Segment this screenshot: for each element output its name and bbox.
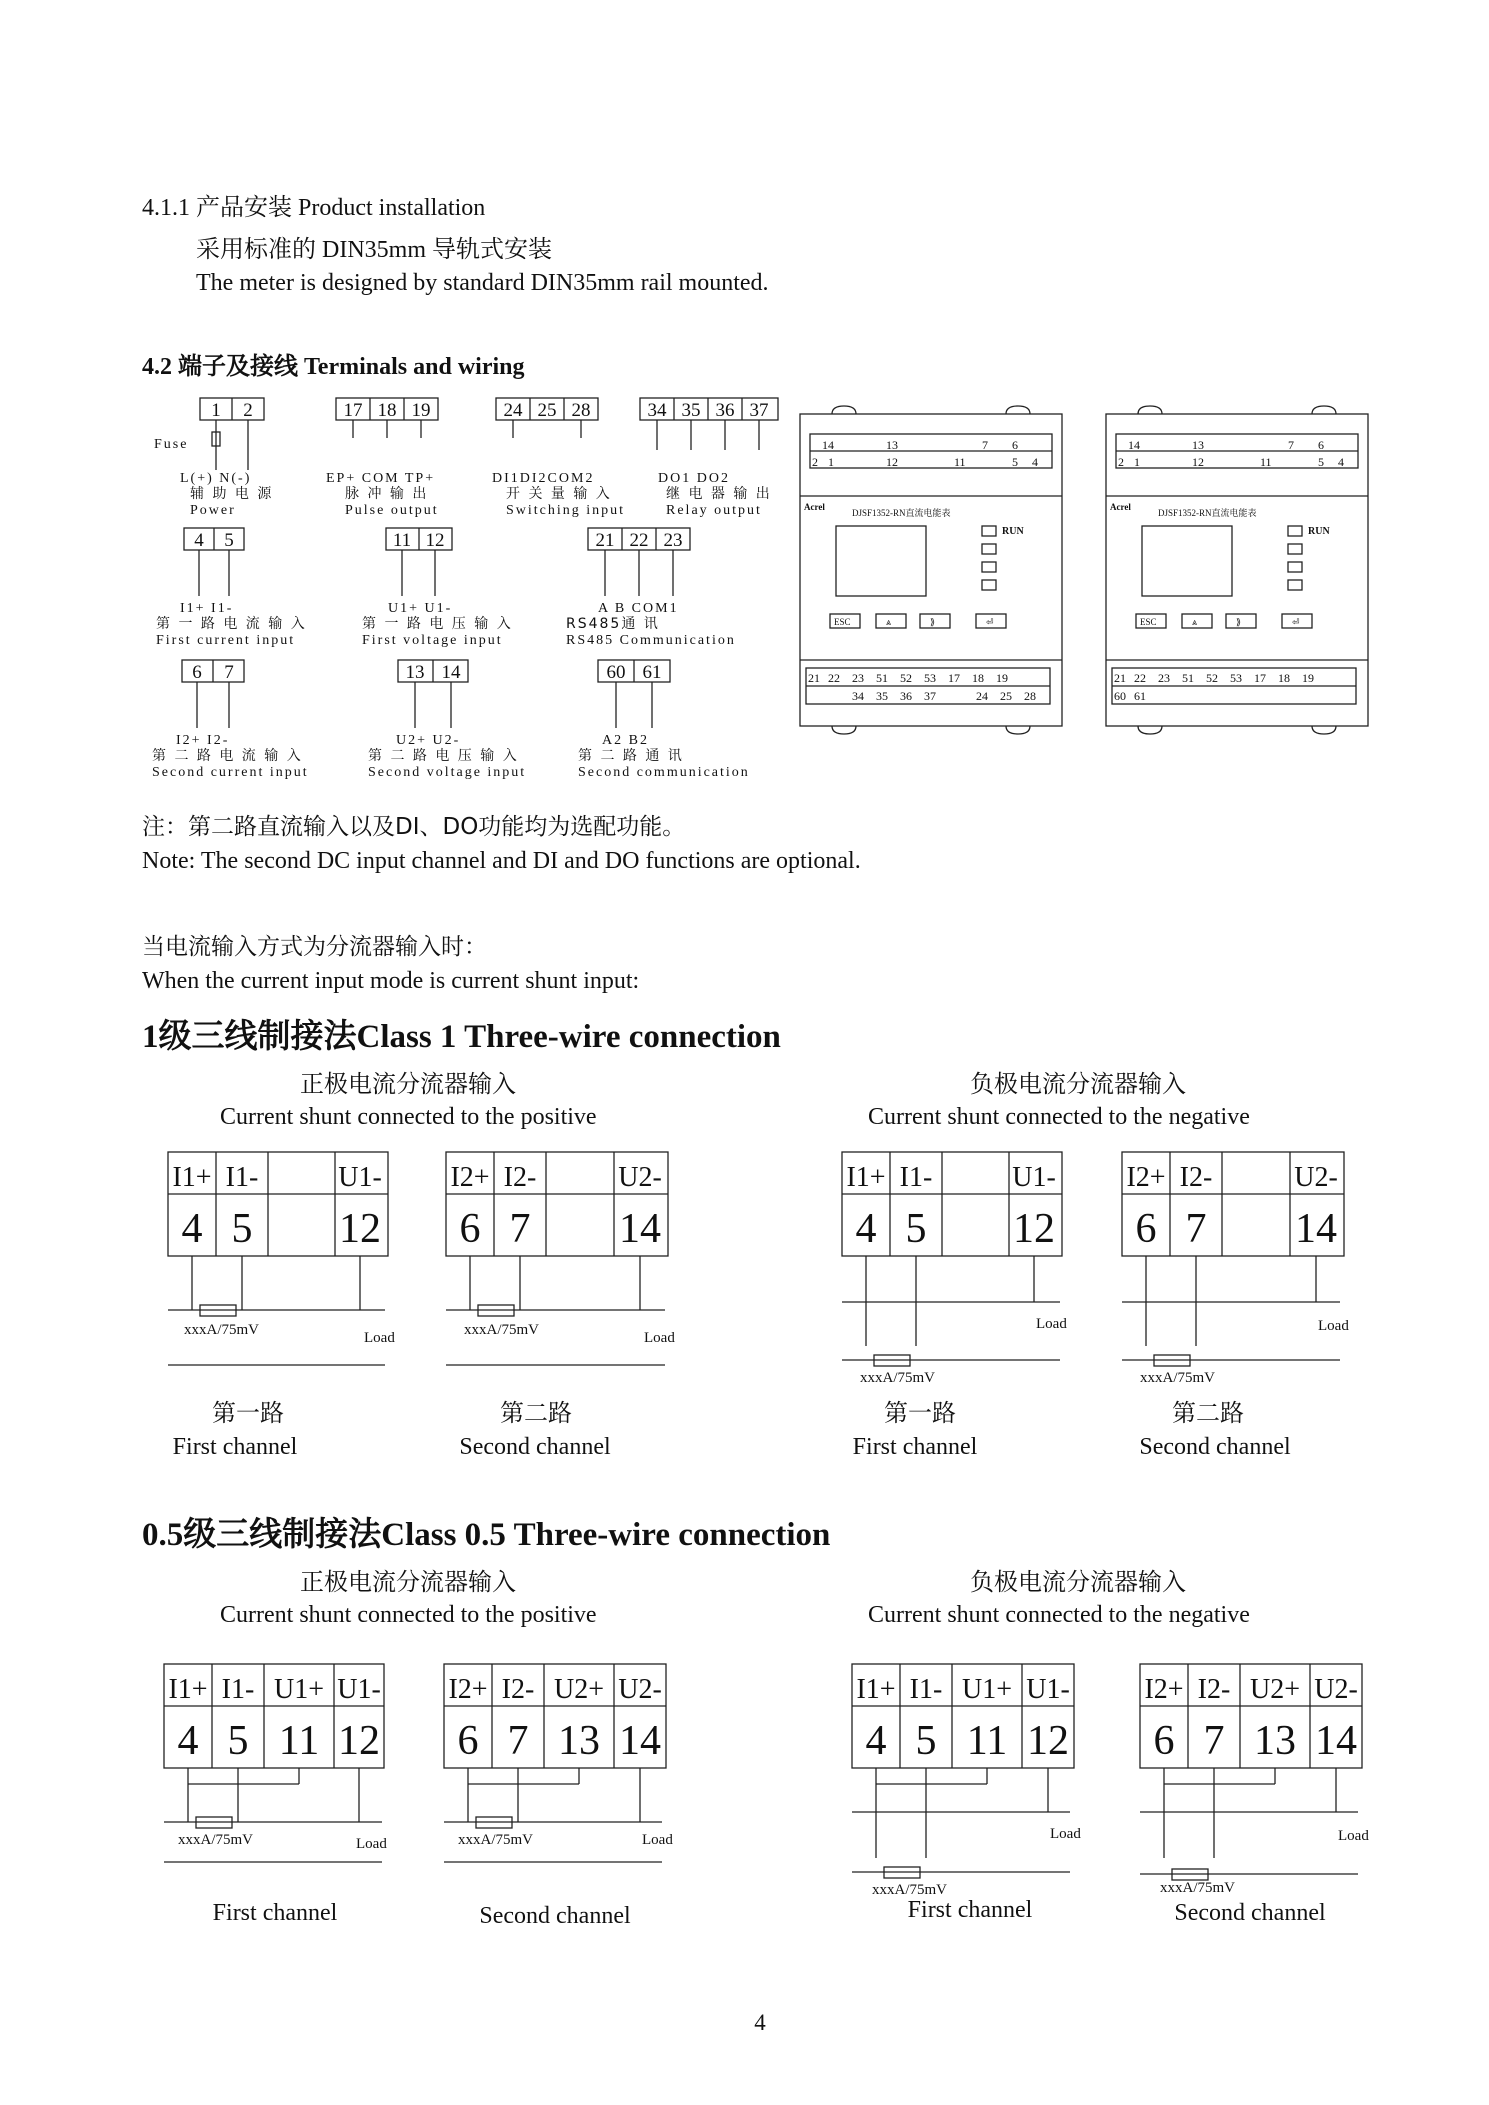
svg-text:U2+: U2+ [1249,1674,1301,1705]
svg-text:U2+ U2-: U2+ U2- [396,733,461,748]
svg-text:21: 21 [595,530,615,551]
svg-text:⟫: ⟫ [930,617,936,627]
svg-text:Load: Load [1050,1826,1081,1842]
class1-title: 1级三线制接法Class 1 Three-wire connection [142,1019,781,1055]
svg-text:4: 4 [1338,455,1344,469]
svg-text:Second current input: Second current input [152,765,309,780]
svg-text:4: 4 [855,1206,877,1252]
svg-text:xxxA/75mV: xxxA/75mV [860,1370,935,1386]
svg-text:13: 13 [886,438,898,452]
section-411-title: 4.1.1 产品安装 Product installation [142,195,486,221]
svg-text:I2-: I2- [1197,1674,1231,1705]
svg-text:U2-: U2- [618,1162,662,1193]
svg-text:13: 13 [405,662,425,683]
class1-ch2-cn-neg: 第二路 [1172,1399,1244,1427]
svg-text:I1+: I1+ [168,1674,208,1705]
svg-text:第 一 路 电 流 输 入: 第 一 路 电 流 输 入 [156,616,307,632]
svg-text:6: 6 [1153,1718,1175,1764]
svg-text:5: 5 [905,1206,927,1252]
svg-text:19: 19 [411,400,431,421]
class05-neg-en: Current shunt connected to the negative [868,1602,1250,1628]
svg-text:U2-: U2- [1314,1674,1358,1705]
svg-text:RS485通 讯: RS485通 讯 [566,616,660,632]
svg-text:22: 22 [828,671,840,685]
svg-text:11: 11 [1260,455,1272,469]
terminal-wiring-diagram [140,390,800,810]
class1-wiring-diagram [160,1150,1360,1390]
fuse-label: Fuse [154,437,189,452]
class1-ch1-cn-pos: 第一路 [212,1399,284,1427]
svg-text:22: 22 [629,530,649,551]
svg-text:12: 12 [1013,1206,1055,1252]
svg-text:22: 22 [1134,671,1146,685]
class1-ch2-en-pos: Second channel [459,1434,611,1460]
svg-text:⩓: ⩓ [1192,617,1198,627]
svg-text:I2-: I2- [503,1162,537,1193]
class1-ch2-cn-pos: 第二路 [500,1399,572,1427]
svg-text:I1+: I1+ [172,1162,212,1193]
svg-text:12: 12 [1192,455,1204,469]
svg-text:18: 18 [1278,671,1290,685]
svg-text:61: 61 [642,662,662,683]
svg-text:Load: Load [1318,1318,1349,1334]
svg-text:I2+: I2+ [448,1674,488,1705]
svg-text:xxxA/75mV: xxxA/75mV [464,1322,539,1338]
svg-text:52: 52 [1206,671,1218,685]
shunt-en: When the current input mode is current shunt input: [142,968,640,994]
svg-text:RUN: RUN [1002,526,1024,537]
svg-text:14: 14 [619,1718,661,1764]
svg-text:Second voltage input: Second voltage input [368,765,527,780]
svg-text:7: 7 [509,1206,531,1252]
svg-text:7: 7 [1185,1206,1207,1252]
svg-text:xxxA/75mV: xxxA/75mV [184,1322,259,1338]
svg-text:U1-: U1- [1012,1162,1056,1193]
svg-text:5: 5 [1318,455,1324,469]
class1-ch1-cn-neg: 第一路 [884,1399,956,1427]
svg-text:12: 12 [338,1718,380,1764]
svg-text:Load: Load [642,1832,673,1848]
svg-text:19: 19 [996,671,1008,685]
svg-text:28: 28 [1024,689,1036,703]
class1-ch2-en-neg: Second channel [1139,1434,1291,1460]
svg-text:Load: Load [356,1836,387,1852]
class05-ch2-en-pos: Second channel [479,1903,631,1929]
svg-text:25: 25 [537,400,557,421]
svg-text:1: 1 [1134,455,1140,469]
svg-text:53: 53 [924,671,936,685]
svg-text:Load: Load [364,1330,395,1346]
svg-text:6: 6 [457,1718,479,1764]
svg-text:37: 37 [749,400,769,421]
shunt-cn: 当电流输入方式为分流器输入时： [142,934,487,960]
svg-text:Pulse output: Pulse output [345,503,439,518]
svg-text:6: 6 [459,1206,481,1252]
class05-ch1-en-pos: First channel [212,1900,338,1926]
svg-text:13: 13 [558,1718,600,1764]
svg-text:RS485 Communication: RS485 Communication [566,633,736,648]
class1-ch1-en-neg: First channel [852,1434,978,1460]
svg-text:xxxA/75mV: xxxA/75mV [872,1882,947,1898]
page-number: 4 [754,2010,766,2035]
svg-text:I1+: I1+ [856,1674,896,1705]
class1-pos-cn: 正极电流分流器输入 [300,1070,516,1098]
svg-text:Power: Power [190,503,236,518]
svg-text:34: 34 [647,400,667,421]
svg-text:12: 12 [1027,1718,1069,1764]
svg-text:7: 7 [224,662,234,683]
svg-text:23: 23 [1158,671,1170,685]
svg-text:U2-: U2- [618,1674,662,1705]
section-411-cn: 采用标准的 DIN35mm 导轨式安装 [196,237,552,263]
svg-text:5: 5 [227,1718,249,1764]
class1-ch1-en-pos: First channel [172,1434,298,1460]
svg-text:4: 4 [181,1206,203,1252]
svg-text:18: 18 [972,671,984,685]
svg-text:第 一 路 电 压 输 入: 第 一 路 电 压 输 入 [362,616,513,632]
svg-text:60: 60 [606,662,626,683]
svg-text:17: 17 [948,671,960,685]
svg-text:14: 14 [1295,1206,1337,1252]
meter-front-1 [796,400,1066,742]
svg-text:35: 35 [681,400,701,421]
svg-text:⩓: ⩓ [886,617,892,627]
svg-text:14: 14 [619,1206,661,1252]
svg-text:37: 37 [924,689,936,703]
svg-text:Load: Load [644,1330,675,1346]
svg-text:51: 51 [876,671,888,685]
svg-text:23: 23 [663,530,683,551]
svg-text:11: 11 [954,455,966,469]
svg-text:11: 11 [392,530,412,551]
svg-text:First voltage input: First voltage input [362,633,503,648]
svg-text:A B COM1: A B COM1 [598,601,679,616]
svg-text:4: 4 [194,530,204,551]
svg-text:13: 13 [1192,438,1204,452]
svg-text:36: 36 [715,400,735,421]
svg-text:U1+ U1-: U1+ U1- [388,601,453,616]
svg-text:I2+: I2+ [450,1162,490,1193]
svg-text:DO1 DO2: DO1 DO2 [658,471,730,486]
svg-text:U2-: U2- [1294,1162,1338,1193]
svg-text:5: 5 [231,1206,253,1252]
svg-text:7: 7 [982,438,988,452]
class05-neg-cn: 负极电流分流器输入 [970,1568,1186,1596]
svg-text:6: 6 [1318,438,1324,452]
svg-text:23: 23 [852,671,864,685]
svg-text:Load: Load [1338,1828,1369,1844]
svg-text:25: 25 [1000,689,1012,703]
svg-text:Acrel: Acrel [804,502,825,512]
svg-text:开 关 量 输 入: 开 关 量 输 入 [506,486,612,502]
svg-text:I1-: I1- [899,1162,933,1193]
svg-text:I1-: I1- [225,1162,259,1193]
meter-front-2 [1102,400,1372,742]
term-2: 2 [243,400,253,421]
svg-text:6: 6 [1012,438,1018,452]
svg-text:24: 24 [503,400,523,421]
svg-text:14: 14 [1128,438,1140,452]
svg-text:DI1DI2COM2: DI1DI2COM2 [492,471,595,486]
svg-text:U1-: U1- [338,1162,382,1193]
class1-neg-cn: 负极电流分流器输入 [970,1070,1186,1098]
svg-text:I1-: I1- [909,1674,943,1705]
svg-text:21: 21 [1114,671,1126,685]
section-411-en: The meter is designed by standard DIN35mm rail mounted. [196,270,769,296]
svg-text:xxxA/75mV: xxxA/75mV [1160,1880,1235,1896]
svg-text:14: 14 [1315,1718,1357,1764]
svg-text:5: 5 [224,530,234,551]
class05-title: 0.5级三线制接法Class 0.5 Three-wire connection [142,1517,831,1553]
svg-text:I1-: I1- [221,1674,255,1705]
svg-text:xxxA/75mV: xxxA/75mV [1140,1370,1215,1386]
svg-text:Load: Load [1036,1316,1067,1332]
svg-text:12: 12 [886,455,898,469]
svg-text:12: 12 [339,1206,381,1252]
svg-text:First current input: First current input [156,633,296,648]
svg-text:19: 19 [1302,671,1314,685]
svg-text:U1+: U1+ [961,1674,1013,1705]
svg-text:5: 5 [915,1718,937,1764]
svg-text:61: 61 [1134,689,1146,703]
svg-text:DJSF1352-RN直流电能表: DJSF1352-RN直流电能表 [852,508,951,518]
svg-text:2: 2 [1118,455,1124,469]
svg-text:4: 4 [1032,455,1038,469]
section-42-title: 4.2 端子及接线 Terminals and wiring [142,354,525,380]
svg-text:7: 7 [507,1718,529,1764]
svg-text:⏎: ⏎ [986,617,994,627]
svg-text:36: 36 [900,689,912,703]
svg-text:⟫: ⟫ [1236,617,1242,627]
svg-text:I1+: I1+ [846,1162,886,1193]
svg-text:4: 4 [177,1718,199,1764]
svg-text:第 二 路 电 流 输 入: 第 二 路 电 流 输 入 [152,748,303,764]
note-en: Note: The second DC input channel and DI and DO functions are optional. [142,848,861,874]
svg-text:13: 13 [1254,1718,1296,1764]
svg-text:U1+: U1+ [273,1674,325,1705]
svg-text:51: 51 [1182,671,1194,685]
svg-text:I1+ I1-: I1+ I1- [180,601,234,616]
svg-text:EP+ COM TP+: EP+ COM TP+ [326,471,436,486]
svg-text:继 电 器 输 出: 继 电 器 输 出 [666,486,772,502]
svg-text:第 二 路 电 压 输 入: 第 二 路 电 压 输 入 [368,748,519,764]
svg-text:ESC: ESC [1140,617,1157,627]
svg-text:35: 35 [876,689,888,703]
svg-text:I2+: I2+ [1144,1674,1184,1705]
svg-text:5: 5 [1012,455,1018,469]
svg-text:52: 52 [900,671,912,685]
svg-text:Acrel: Acrel [1110,502,1131,512]
svg-text:I2-: I2- [501,1674,535,1705]
svg-text:60: 60 [1114,689,1126,703]
svg-text:脉 冲 输 出: 脉 冲 输 出 [345,486,429,502]
svg-text:18: 18 [377,400,397,421]
svg-text:24: 24 [976,689,988,703]
svg-text:6: 6 [192,662,202,683]
svg-text:Relay output: Relay output [666,503,762,518]
svg-text:L(+) N(-): L(+) N(-) [180,471,252,486]
svg-text:RUN: RUN [1308,526,1330,537]
svg-text:7: 7 [1288,438,1294,452]
class1-neg-en: Current shunt connected to the negative [868,1104,1250,1130]
svg-text:2: 2 [812,455,818,469]
term-1: 1 [211,400,221,421]
note-cn: 注：第二路直流输入以及DI、DO功能均为选配功能。 [142,814,686,840]
svg-text:53: 53 [1230,671,1242,685]
svg-text:14: 14 [441,662,461,683]
svg-text:U1-: U1- [337,1674,381,1705]
class05-ch1-en-neg: First channel [907,1897,1033,1923]
svg-text:I2-: I2- [1179,1162,1213,1193]
class05-pos-cn: 正极电流分流器输入 [300,1568,516,1596]
svg-text:11: 11 [966,1718,1008,1764]
svg-text:辅 助 电 源: 辅 助 电 源 [190,486,274,502]
svg-text:⏎: ⏎ [1292,617,1300,627]
class1-pos-en: Current shunt connected to the positive [220,1104,597,1130]
svg-text:21: 21 [808,671,820,685]
svg-text:DJSF1352-RN直流电能表: DJSF1352-RN直流电能表 [1158,508,1257,518]
svg-text:xxxA/75mV: xxxA/75mV [178,1832,253,1848]
svg-text:Second communication: Second communication [578,765,750,780]
svg-text:14: 14 [822,438,834,452]
class05-pos-en: Current shunt connected to the positive [220,1602,597,1628]
svg-text:7: 7 [1203,1718,1225,1764]
svg-text:17: 17 [343,400,363,421]
svg-text:28: 28 [571,400,591,421]
svg-text:xxxA/75mV: xxxA/75mV [458,1832,533,1848]
class05-wiring-diagram [160,1662,1369,1898]
svg-text:I2+: I2+ [1126,1162,1166,1193]
svg-text:第 二 路 通 讯: 第 二 路 通 讯 [578,748,684,764]
svg-text:6: 6 [1135,1206,1157,1252]
svg-text:ESC: ESC [834,617,851,627]
svg-text:1: 1 [828,455,834,469]
svg-text:U1-: U1- [1026,1674,1070,1705]
svg-text:U2+: U2+ [553,1674,605,1705]
class05-ch2-en-neg: Second channel [1174,1900,1326,1926]
svg-text:4: 4 [865,1718,887,1764]
svg-text:I2+ I2-: I2+ I2- [176,733,230,748]
svg-text:12: 12 [425,530,445,551]
svg-text:Switching input: Switching input [506,503,626,518]
svg-text:11: 11 [278,1718,320,1764]
svg-text:34: 34 [852,689,864,703]
svg-text:17: 17 [1254,671,1266,685]
svg-text:A2 B2: A2 B2 [602,733,649,748]
